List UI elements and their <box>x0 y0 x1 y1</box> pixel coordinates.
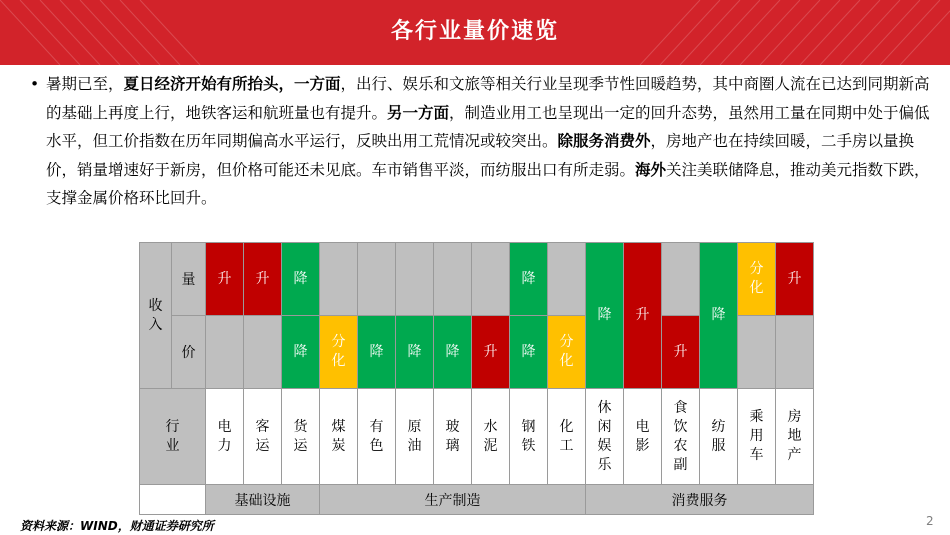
row-header-income: 收入 <box>140 243 172 389</box>
cell-label: 降 <box>407 343 422 360</box>
price-cell <box>358 316 396 389</box>
page-title: 各行业量价速览 <box>390 19 559 44</box>
cell-label: 升 <box>255 270 270 287</box>
industry-volume-price-table <box>139 242 814 515</box>
price-cell <box>548 316 586 389</box>
volume-cell <box>776 243 814 316</box>
industry-name: 煤炭 <box>320 389 358 485</box>
volume-cell <box>434 243 472 316</box>
volume-cell <box>282 243 320 316</box>
price-cell <box>396 316 434 389</box>
summary-bold: 海外 <box>635 160 667 179</box>
row-header-price: 价 <box>172 316 206 389</box>
industry-name: 有色 <box>358 389 396 485</box>
summary-bold: 除服务消费外 <box>557 132 651 150</box>
bullet-marker: • <box>30 75 40 93</box>
cell-label: 降 <box>597 307 612 323</box>
industry-name: 电影 <box>624 389 662 485</box>
price-cell <box>738 316 776 389</box>
summary-segment: ，制造业用工也呈现出一定的回升态势，虽然用工量在同期中处于偏低水平，但工价指数在历年同期偏高水平运行，反映出用工荒情况或较突出。 <box>46 103 930 150</box>
summary-segment: 暑期已至， <box>46 75 124 93</box>
industry-name: 玻璃 <box>434 389 472 485</box>
cell-label: 升 <box>217 270 232 287</box>
cell-label: 降 <box>521 343 536 360</box>
summary-segment: ，出行、娱乐和文旅等相关行业呈现季节性回暖趋势，其中商圈人流在已达到同期新高的基础上再度上行，地铁客运和航班量也有提升。 <box>46 75 930 122</box>
cell-label: 降 <box>711 307 726 323</box>
summary-bold: 夏日经济开始有所抬头，一方面 <box>123 75 341 93</box>
industry-name: 货运 <box>282 389 320 485</box>
film-price-cell <box>662 316 700 389</box>
price-cell <box>776 316 814 389</box>
price-cell <box>472 316 510 389</box>
volume-cell <box>396 243 434 316</box>
cell-label: 升 <box>635 307 650 323</box>
cell-label: 降 <box>445 343 460 360</box>
volume-cell <box>548 243 586 316</box>
price-cell <box>282 316 320 389</box>
category-infrastructure: 基础设施 <box>206 485 320 515</box>
volume-cell <box>320 243 358 316</box>
cell-label: 降 <box>521 270 536 287</box>
price-cell <box>206 316 244 389</box>
title-banner <box>0 0 950 65</box>
cell-label: 升 <box>787 270 802 287</box>
cell-label: 分化 <box>559 334 574 369</box>
cell-label: 降 <box>293 343 308 360</box>
summary-text <box>46 70 932 213</box>
page-number: 2 <box>926 514 934 528</box>
price-cell <box>510 316 548 389</box>
industry-name: 钢铁 <box>510 389 548 485</box>
summary-segment: 关注美联储降息，推动美元指数下跌，支撑金属价格环比回升。 <box>46 160 930 207</box>
film-volume-cell <box>662 243 700 316</box>
cell-label: 升 <box>673 343 688 360</box>
industry-name: 纺服 <box>700 389 738 485</box>
industry-name: 化工 <box>548 389 586 485</box>
volume-cell <box>358 243 396 316</box>
industry-name: 休闲娱乐 <box>586 389 624 485</box>
cell-label: 升 <box>483 343 498 360</box>
industry-name: 食饮农副 <box>662 389 700 485</box>
volume-cell <box>510 243 548 316</box>
merged-cell <box>624 243 662 389</box>
source-note: 资料来源：WIND，财通证券研究所 <box>20 519 214 533</box>
merged-cell <box>586 243 624 389</box>
industry-name: 客运 <box>244 389 282 485</box>
summary-segment: ，房地产也在持续回暖，二手房以量换价，销量增速好于新房，但价格可能还未见底。车市销售平淡，而纺服出口有所走弱。 <box>46 132 915 179</box>
industry-name: 乘用车 <box>738 389 776 485</box>
row-header-volume: 量 <box>172 243 206 316</box>
cell-label: 降 <box>369 343 384 360</box>
cell-label: 降 <box>293 270 308 287</box>
merged-cell <box>700 243 738 389</box>
volume-cell <box>244 243 282 316</box>
row-header-industry: 行业 <box>140 389 206 485</box>
industry-name: 水泥 <box>472 389 510 485</box>
volume-cell <box>472 243 510 316</box>
cell-label: 分化 <box>749 261 764 296</box>
industry-name: 电力 <box>206 389 244 485</box>
summary-paragraph <box>30 70 932 213</box>
price-cell <box>244 316 282 389</box>
price-cell <box>320 316 358 389</box>
price-cell <box>434 316 472 389</box>
industry-name: 原油 <box>396 389 434 485</box>
volume-cell <box>738 243 776 316</box>
volume-cell <box>206 243 244 316</box>
category-spacer <box>140 485 206 515</box>
category-manufacturing: 生产制造 <box>320 485 586 515</box>
category-consumer-services: 消费服务 <box>586 485 814 515</box>
summary-bold: 另一方面 <box>387 103 450 122</box>
cell-label: 分化 <box>331 334 346 369</box>
industry-name: 房地产 <box>776 389 814 485</box>
